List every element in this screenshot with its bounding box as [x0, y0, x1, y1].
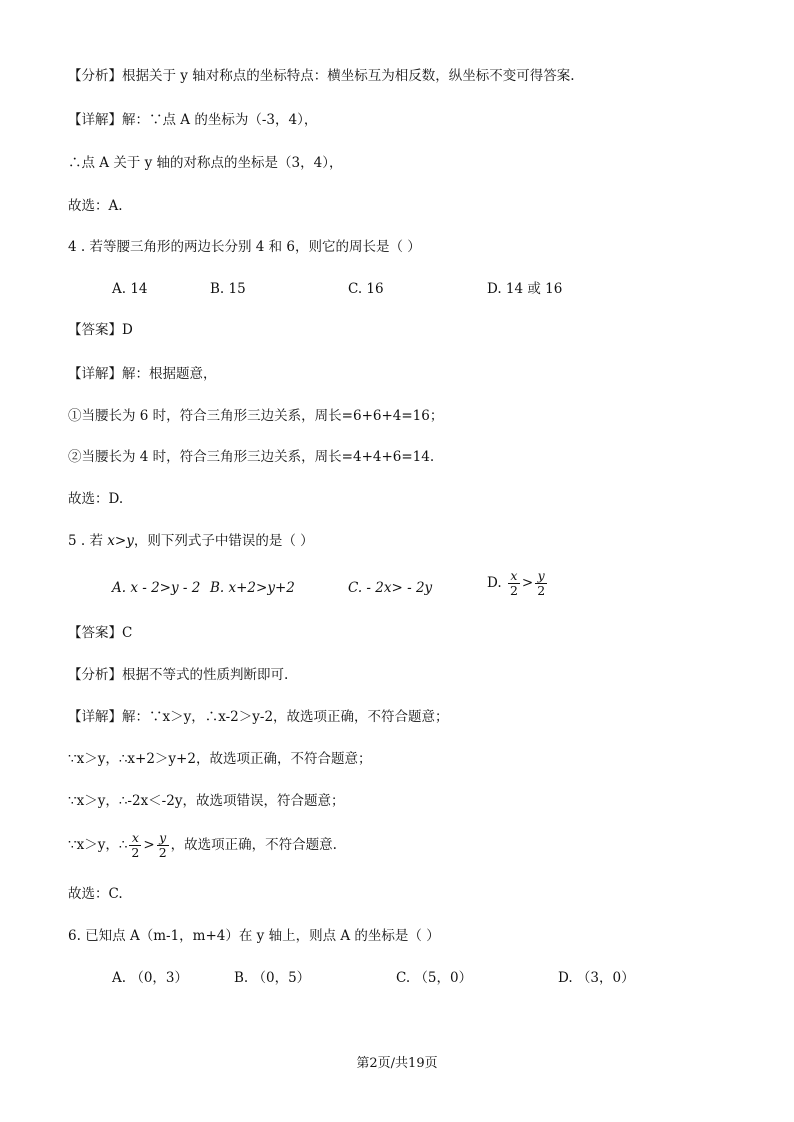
question-6-option-c: C. （5，0）	[396, 970, 473, 986]
question-stem-rest: ，则下列式子中错误的是（ ）	[133, 533, 314, 549]
detail-prefix: ∵x＞y，∴	[68, 837, 128, 853]
question-5-option-a: A. x - 2>y - 2	[112, 580, 201, 596]
answer-tag: 【答案】	[68, 625, 122, 641]
fraction-y-over-2	[535, 569, 547, 598]
fraction-y-over-2	[157, 831, 169, 860]
question-5-analysis	[68, 665, 288, 685]
answer-value: C	[122, 625, 133, 641]
question-5-option-c: C. - 2x> - 2y	[348, 580, 433, 596]
detail-text: 解：∵x＞y，∴x-2＞y-2，故选项正确，不符合题意；	[122, 709, 449, 725]
denominator: 2	[131, 845, 140, 860]
question-5-detail-2: ∵x＞y，∴x+2＞y+2，故选项正确，不符合题意；	[68, 751, 372, 767]
option-label: D.	[487, 575, 502, 591]
question-5-option-b: B. x+2>y+2	[210, 580, 295, 596]
question-4-option-b: B. 15	[210, 281, 246, 297]
question-4-answer	[68, 320, 133, 340]
numerator: y	[157, 831, 169, 846]
question-4-option-a: A. 14	[112, 281, 148, 297]
greater-than-sign: >	[521, 575, 534, 591]
denominator: 2	[509, 583, 518, 598]
question-4-choice: 故选：D.	[68, 491, 124, 507]
numerator: x	[508, 569, 520, 584]
question-number: 5 . 若	[68, 533, 108, 549]
answer-value: D	[122, 322, 133, 338]
question-5-detail-3: ∵x＞y，∴-2x＜-2y，故选项错误，符合题意；	[68, 793, 345, 809]
question-4-stem: 4 . 若等腰三角形的两边长分别 4 和 6，则它的周长是（ ）	[68, 239, 421, 255]
fraction-x-over-2	[129, 831, 141, 860]
question-5-detail-4	[68, 830, 337, 860]
choice-line: 故选：A.	[68, 198, 123, 214]
denominator: 2	[158, 845, 167, 860]
question-4-detail	[68, 364, 217, 384]
detail-tag: 【详解】	[68, 112, 122, 128]
question-5-detail-1	[68, 707, 449, 727]
page-footer: 第2页/共19页	[356, 1056, 438, 1071]
question-6-option-d: D. （3，0）	[558, 970, 635, 986]
denominator: 2	[537, 583, 546, 598]
question-5-choice: 故选：C.	[68, 886, 123, 902]
analysis-line	[68, 66, 575, 86]
question-4-case-2: ②当腰长为 4 时，符合三角形三边关系，周长=4+4+6=14.	[68, 449, 435, 465]
detail-tag: 【详解】	[68, 366, 122, 382]
question-6-option-b: B. （0，5）	[234, 970, 311, 986]
detail-text: 解：∵点 A 的坐标为（-3，4），	[122, 112, 318, 128]
detail-line-2: ∴点 A 关于 y 轴的对称点的坐标是（3，4），	[68, 155, 343, 171]
question-4-case-1: ①当腰长为 6 时，符合三角形三边关系，周长=6+6+4=16；	[68, 408, 444, 424]
question-5-answer	[68, 623, 132, 643]
answer-tag: 【答案】	[68, 322, 122, 338]
question-condition: x>y	[107, 533, 134, 549]
detail-text: 解：根据题意，	[122, 366, 217, 382]
numerator: y	[535, 569, 547, 584]
analysis-text: 根据不等式的性质判断即可.	[122, 667, 289, 683]
question-4-option-c: C. 16	[348, 281, 384, 297]
analysis-text: 根据关于 y 轴对称点的坐标特点：横坐标互为相反数，纵坐标不变可得答案.	[122, 68, 575, 84]
question-5-stem	[68, 531, 314, 551]
fraction-x-over-2	[508, 569, 520, 598]
greater-than-sign: >	[143, 837, 155, 853]
question-6-option-a: A. （0，3）	[112, 970, 189, 986]
detail-suffix: ，故选项正确，不符合题意.	[170, 837, 337, 853]
analysis-tag: 【分析】	[68, 68, 122, 84]
numerator: x	[129, 831, 141, 846]
question-4-option-d: D. 14 或 16	[487, 281, 563, 297]
detail-tag: 【详解】	[68, 709, 122, 725]
analysis-tag: 【分析】	[68, 667, 122, 683]
detail-line	[68, 110, 317, 130]
question-6-stem: 6. 已知点 A（m-1，m+4）在 y 轴上，则点 A 的坐标是（ ）	[68, 928, 440, 944]
question-5-option-d	[487, 568, 549, 598]
